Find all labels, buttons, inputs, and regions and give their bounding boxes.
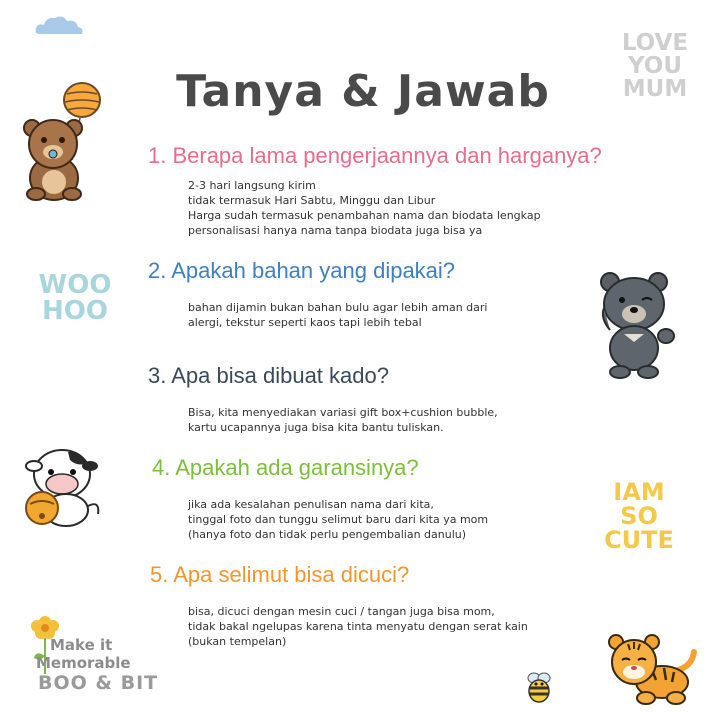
teddy-bear-balloon-icon [22, 80, 112, 202]
answer-line: tidak bakal ngelupas karena tinta menyatu dengan serat kain [188, 620, 528, 633]
i-am-so-cute-sticker: IAM SO CUTE [604, 478, 674, 554]
answer-line: bisa, dicuci dengan mesin cuci / tangan juga bisa mom, [188, 605, 495, 618]
brand-tagline-2: Memorable [36, 654, 131, 672]
answer-line: alergi, tekstur seperti kaos tapi lebih tebal [188, 316, 422, 329]
faq-question-2: 2. Apakah bahan yang dipakai? [148, 258, 456, 283]
answer-line: (hanya foto dan tidak perlu pengembalian danulu) [188, 528, 467, 541]
love-you-mum-sticker: LOVE YOU MUM [621, 30, 689, 102]
cow-bell-icon [18, 444, 104, 530]
answer-line: personalisasi hanya nama tanpa biodata juga bisa ya [188, 224, 483, 237]
woo-hoo-sticker: WOO HOO [38, 270, 112, 326]
faq-question-3: 3. Apa bisa dibuat kado? [148, 363, 389, 388]
brand-tagline-1: Make it [50, 636, 113, 654]
tiger-icon [606, 630, 702, 710]
faq-question-5: 5. Apa selimut bisa dicuci? [150, 562, 410, 587]
faq-answer-2 [188, 300, 487, 330]
faq-answer-1 [188, 178, 541, 238]
faq-answer-5 [188, 604, 528, 649]
page-title: Tanya & Jawab [176, 66, 550, 117]
answer-line: jika ada kesalahan penulisan nama dari kita, [188, 498, 434, 511]
answer-line: 2-3 hari langsung kirim [188, 179, 316, 192]
grey-bear-icon [594, 268, 684, 380]
faq-answer-4 [188, 497, 488, 542]
answer-line: Bisa, kita menyediakan variasi gift box+cushion bubble, [188, 406, 498, 419]
answer-line: tinggal foto dan tunggu selimut baru dari kita ya mom [188, 513, 489, 526]
answer-line: kartu ucapannya juga bisa kita bantu tuliskan. [188, 421, 444, 434]
answer-line: bahan dijamin bukan bahan bulu agar lebih aman dari [188, 301, 488, 314]
faq-question-4: 4. Apakah ada garansinya? [152, 455, 419, 480]
answer-line: tidak termasuk Hari Sabtu, Minggu dan Libur [188, 194, 436, 207]
bee-icon [524, 670, 554, 704]
faq-question-1: 1. Berapa lama pengerjaannya dan harganya? [148, 143, 602, 168]
cloud-icon [34, 14, 84, 36]
answer-line: (bukan tempelan) [188, 635, 287, 648]
answer-line: Harga sudah termasuk penambahan nama dan biodata lengkap [188, 209, 541, 222]
brand-name: BOO & BIT [38, 672, 159, 694]
faq-answer-3 [188, 405, 498, 435]
